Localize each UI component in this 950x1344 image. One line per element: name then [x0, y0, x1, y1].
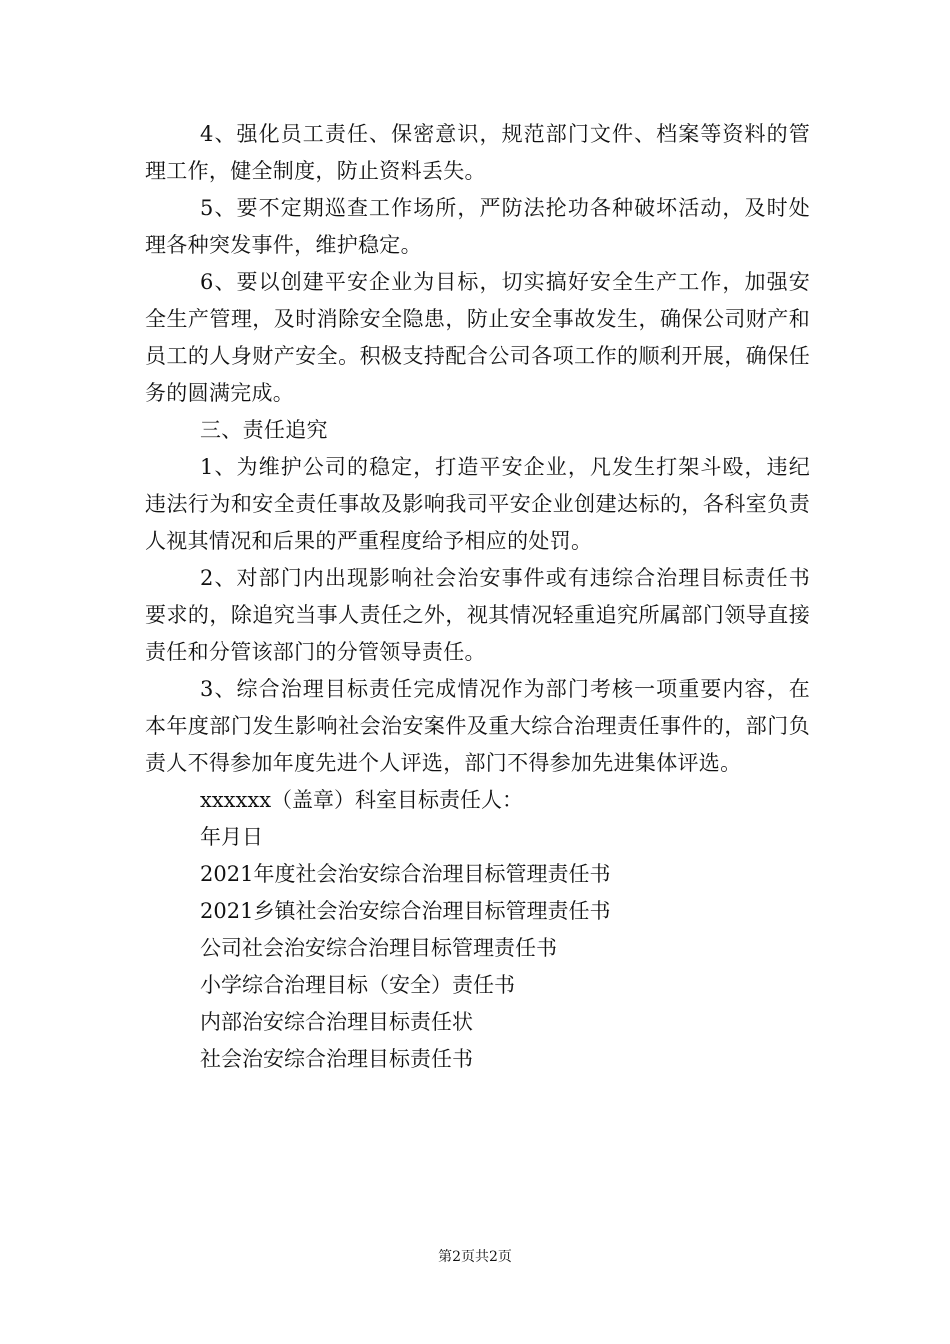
- related-title: 公司社会治安综合治理目标管理责任书: [200, 936, 557, 960]
- paragraph-item-6: 6、要以创建平安企业为目标，切实搞好安全生产工作，加强安全生产管理，及时消除安全隐患，防止安全事故发生，确保公司财产和员工的人身财产安全。积极支持配合公司各项工作的顺利开展，确保任务的圆满完成。: [145, 270, 810, 405]
- related-title: 社会治安综合治理目标责任书: [200, 1047, 473, 1071]
- related-title: 内部治安综合治理目标责任状: [200, 1010, 473, 1034]
- date-line: 年月日: [200, 825, 263, 849]
- signature-line: xxxxxx（盖章）科室目标责任人：: [200, 788, 524, 812]
- paragraph-item-4: 4、强化员工责任、保密意识，规范部门文件、档案等资料的管理工作，健全制度，防止资料丢失。: [145, 122, 810, 183]
- document-body: [145, 116, 810, 1078]
- paragraph-accountability-1: 1、为维护公司的稳定，打造平安企业，凡发生打架斗殴，违纪违法行为和安全责任事故及影响我司平安企业创建达标的，各科室负责人视其情况和后果的严重程度给予相应的处罚。: [145, 455, 810, 553]
- page-number: 第2页共2页: [438, 1249, 512, 1265]
- paragraph-accountability-2: 2、对部门内出现影响社会治安事件或有违综合治理目标责任书要求的，除追究当事人责任之外，视其情况轻重追究所属部门领导直接责任和分管该部门的分管领导责任。: [145, 566, 810, 664]
- page-footer: [0, 1246, 950, 1266]
- related-title: 小学综合治理目标（安全）责任书: [200, 973, 515, 997]
- paragraph-accountability-3: 3、综合治理目标责任完成情况作为部门考核一项重要内容，在本年度部门发生影响社会治安案件及重大综合治理责任事件的，部门负责人不得参加年度先进个人评选，部门不得参加先进集体评选。: [145, 677, 810, 775]
- related-title: 2021乡镇社会治安综合治理目标管理责任书: [200, 899, 611, 923]
- paragraph-item-5: 5、要不定期巡查工作场所，严防法抡功各种破坏活动，及时处理各种突发事件，维护稳定。: [145, 196, 810, 257]
- section-heading-accountability: 三、责任追究: [200, 418, 328, 442]
- related-title: 2021年度社会治安综合治理目标管理责任书: [200, 862, 611, 886]
